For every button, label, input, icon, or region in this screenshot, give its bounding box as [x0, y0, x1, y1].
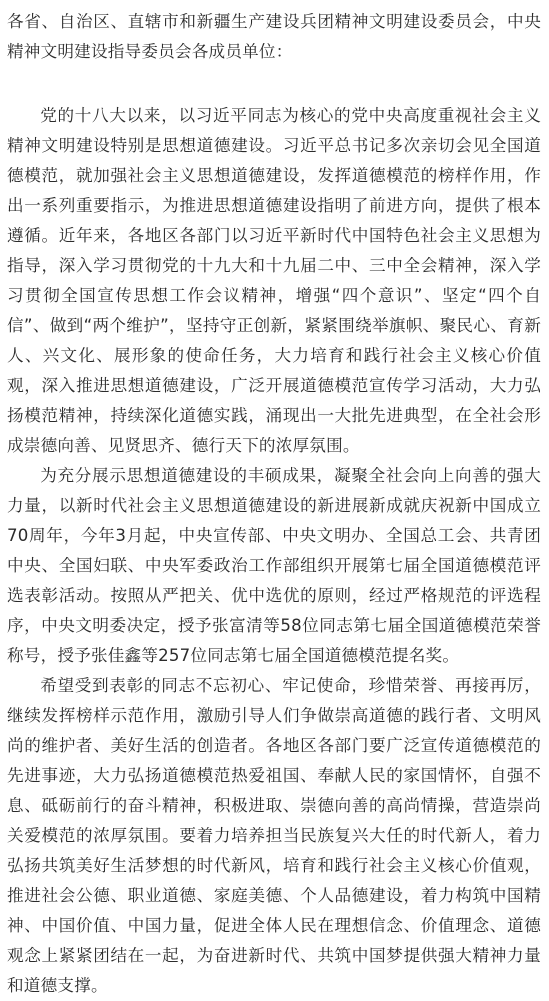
- paragraph-1: 党的十八大以来，以习近平同志为核心的党中央高度重视社会主义精神文明建设特别是思想道德建设。习近平总书记多次亲切会见全国道德模范，就加强社会主义思想道德建设，发挥道德模范的榜样作用，作出一系列重要指示，为推进思想道德建设指明了前进方向，提供了根本遵循。近年来，各地区各部门以习近平新时代中国特色社会主义思想为指导，深入学习贯彻党的十九大和十九届二中、三中全会精神，深入学习贯彻全国宣传思想工作会议精神，增强“四个意识”、坚定“四个自信”、做到“两个维护”，坚持守正创新，紧紧围绕举旗帜、聚民心、育新人、兴文化、展形象的使命任务，大力培育和践行社会主义核心价值观，深入推进思想道德建设，广泛开展道德模范宣传学习活动，大力弘扬模范精神，持续深化道德实践，涌现出一大批先进典型，在全社会形成崇德向善、见贤思齐、德行天下的浓厚氛围。: [7, 106, 541, 455]
- paragraph-3: 希望受到表彰的同志不忘初心、牢记使命，珍惜荣誉、再接再厉，继续发挥榜样示范作用，激励引导人们争做崇高道德的践行者、文明风尚的维护者、美好生活的创造者。各地区各部门要广泛宣传道德模范的先进事迹，大力弘扬道德模范热爱祖国、奉献人民的家国情怀，自强不息、砥砺前行的奋斗精神，积极进取、崇德向善的高尚情操，营造崇尚关爱模范的浓厚氛围。要着力培养担当民族复兴大任的时代新人，着力弘扬共筑美好生活梦想的时代新风，培育和践行社会主义核心价值观，推进社会公德、职业道德、家庭美德、个人品德建设，着力构筑中国精神、中国价值、中国力量，促进全体人民在理想信念、价值理念、道德观念上紧紧团结在一起，为奋进新时代、共筑中国梦提供强大精神力量和道德支撑。: [7, 676, 541, 995]
- paragraph-spacer: [7, 67, 541, 101]
- addressee-line: 各省、自治区、直辖市和新疆生产建设兵团精神文明建设委员会，中央精神文明建设指导委员会各成员单位：: [7, 12, 541, 61]
- paragraph-2: 为充分展示思想道德建设的丰硕成果，凝聚全社会向上向善的强大力量，以新时代社会主义思想道德建设的新进展新成就庆祝新中国成立70周年，今年3月起，中央宣传部、中央文明办、全国总工会、共青团中央、全国妇联、中央军委政治工作部组织开展第七届全国道德模范评选表彰活动。按照从严把关、优中选优的原则，经过严格规范的评选程序，中央文明委决定，授予张富清等58位同志第七届全国道德模范荣誉称号，授予张佳鑫等257位同志第七届全国道德模范提名奖。: [7, 466, 541, 665]
